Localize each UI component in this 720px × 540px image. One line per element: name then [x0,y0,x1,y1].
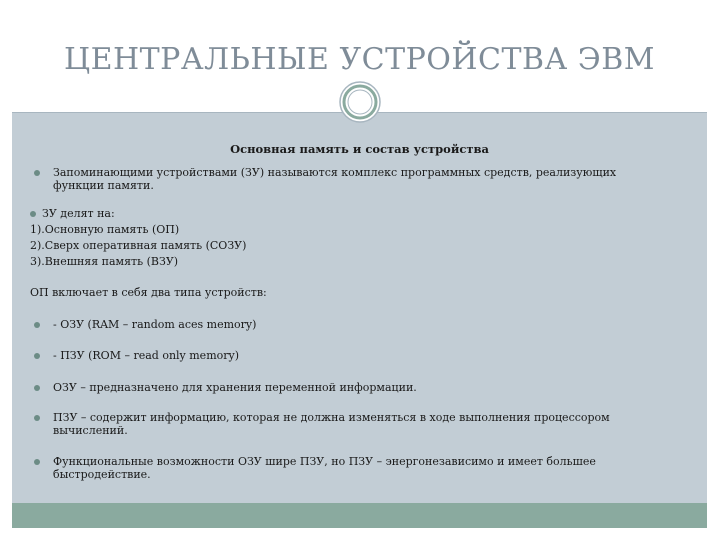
bullet-dot-icon [34,415,40,421]
bullet-text: - ПЗУ (ROM – read only memory) [53,349,240,362]
list-item [34,455,653,481]
list-item [34,166,653,192]
slide-title: ЦЕНТРАЛЬНЫЕ УСТРОЙСТВА ЭВМ [63,42,656,77]
slide [12,12,707,528]
list-item [34,318,653,331]
bullet-dot-icon [34,353,40,359]
list-item [30,207,115,220]
bullet-dot-icon [34,385,40,391]
list-item [34,411,653,437]
bullet-dot-icon [34,322,40,328]
bullet-text: Функциональные возможности ОЗУ шире ПЗУ, но ПЗУ – энергонезависимо и имеет большее быстродействие. [53,455,596,481]
bullet-dot-icon [34,459,40,465]
list-item [34,349,653,362]
bullet-dot-icon [30,211,36,217]
list-item [34,381,653,394]
section-heading: Основная память и состав устройства [230,142,489,156]
op-intro: ОП включает в себя два типа устройств: [30,286,267,299]
list-line: 3).Внешняя память (ВЗУ) [30,255,179,268]
content-area [12,113,707,503]
bullet-text: Запоминающими устройствами (ЗУ) называются комплекс программных средств, реализующих функции памяти. [53,166,617,192]
bullet-text: ЗУ делят на: [42,207,115,220]
circle-ornament-icon [338,80,382,124]
footer-bar [12,503,707,528]
bullet-text: ПЗУ – содержит информацию, которая не должна изменяться в ходе выполнения процессором вычислений. [53,411,610,437]
list-line: 1).Основную память (ОП) [30,223,180,236]
bullet-text: ОЗУ – предназначено для хранения переменной информации. [53,381,417,394]
list-line: 2).Сверх оперативная память (СОЗУ) [30,239,247,252]
bullet-text: - ОЗУ (RAM – random aces memory) [53,318,257,331]
bullet-dot-icon [34,170,40,176]
